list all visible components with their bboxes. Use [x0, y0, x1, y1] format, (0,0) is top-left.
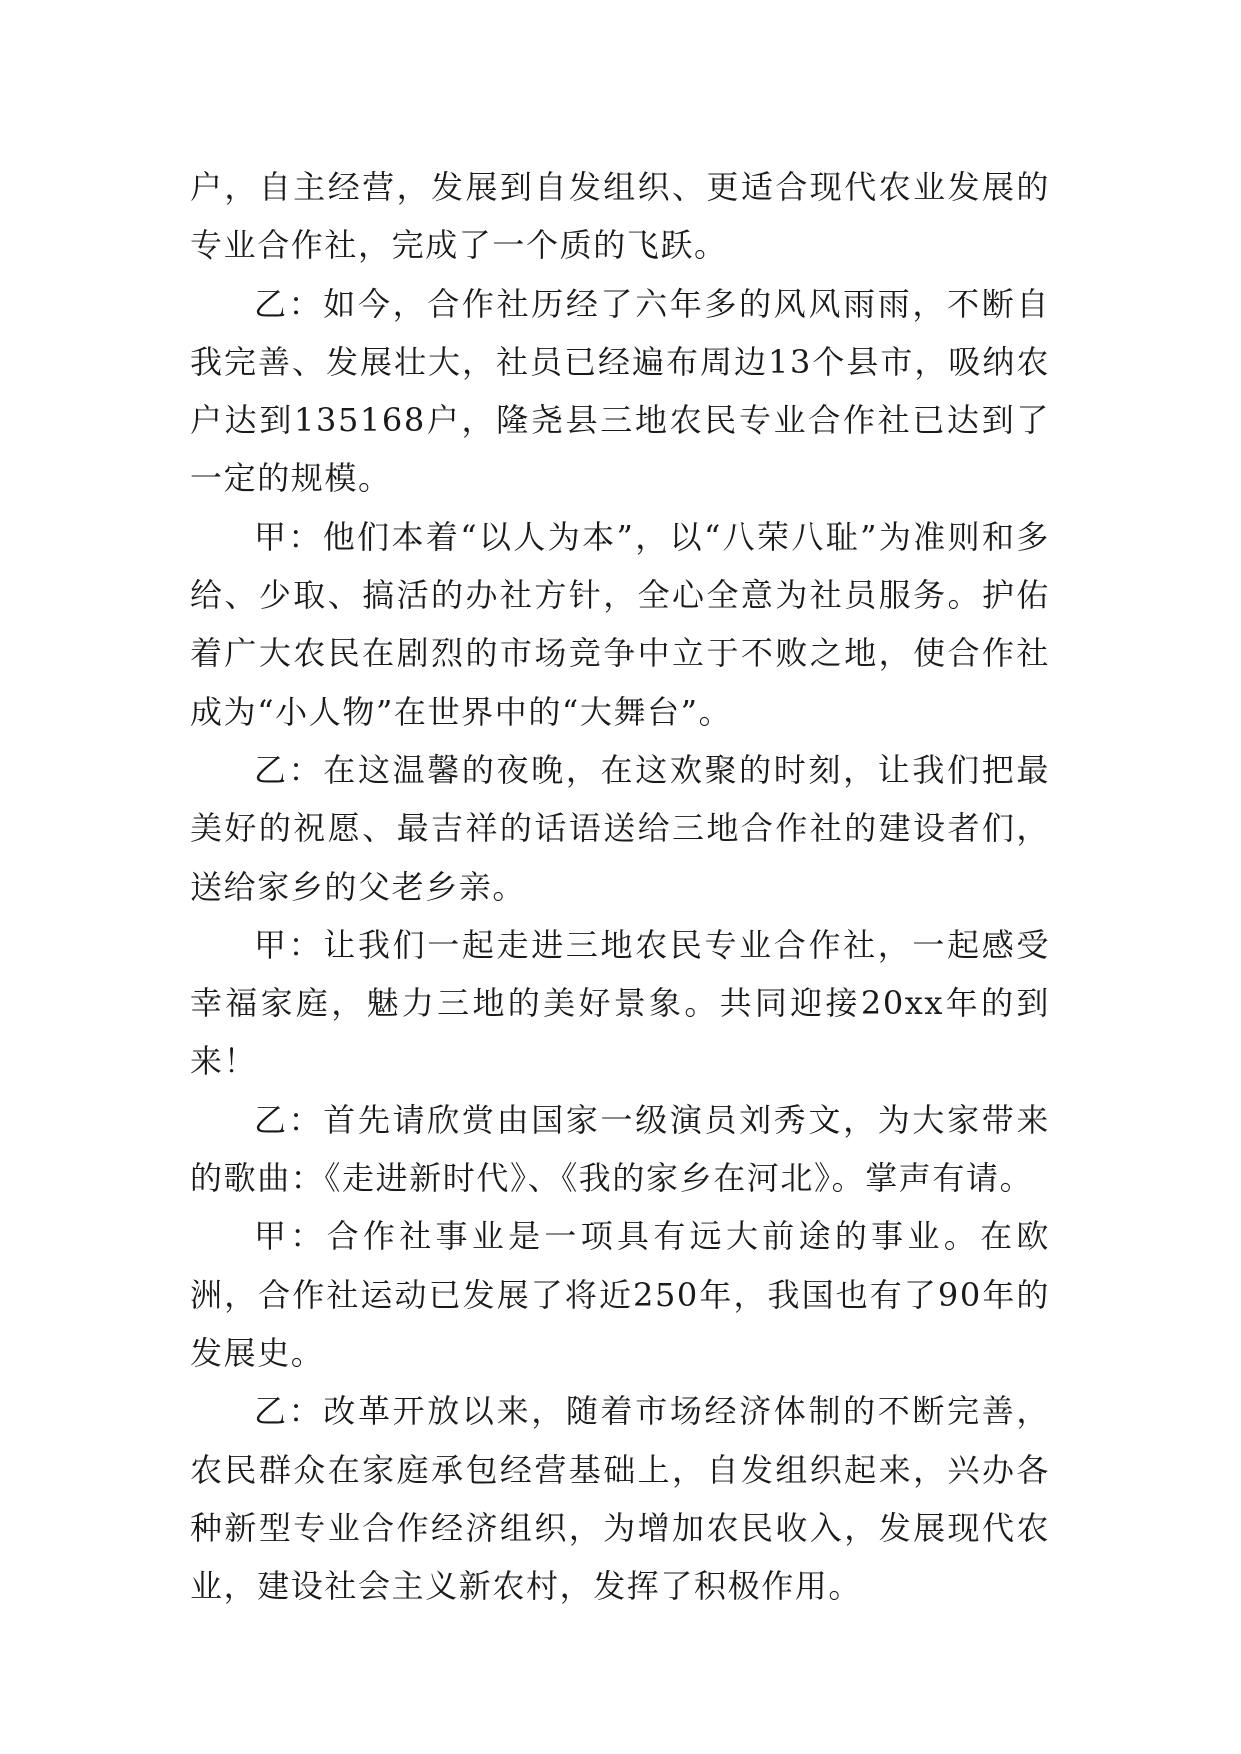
paragraph-yi-1: 乙：如今，合作社历经了六年多的风风雨雨，不断自我完善、发展壮大，社员已经遍布周边13个县市，吸纳农户达到135168户，隆尧县三地农民专业合作社已达到了一定的规模。 — [190, 284, 1050, 498]
paragraph-yi-4: 乙：改革开放以来，随着市场经济体制的不断完善，农民群众在家庭承包经营基础上，自发组织起来，兴办各种新型专业合作经济组织，为增加农民收入，发展现代农业，建设社会主义新农村，发挥了积极作用。 — [190, 1392, 1050, 1606]
paragraph-jia-2: 甲：让我们一起走进三地农民专业合作社，一起感受幸福家庭，魅力三地的美好景象。共同迎接20xx年的到来！ — [190, 925, 1050, 1081]
paragraph-jia-3: 甲：合作社事业是一项具有远大前途的事业。在欧洲，合作社运动已发展了将近250年，我国也有了90年的发展史。 — [190, 1217, 1050, 1372]
paragraph-yi-2: 乙：在这温馨的夜晚，在这欢聚的时刻，让我们把最美好的祝愿、最吉祥的话语送给三地合作社的建设者们，送给家乡的父老乡亲。 — [190, 750, 1050, 906]
paragraph-yi-3: 乙：首先请欣赏由国家一级演员刘秀文，为大家带来的歌曲：《走进新时代》、《我的家乡在河北》。掌声有请。 — [190, 1100, 1050, 1198]
document-body — [190, 158, 1050, 1615]
paragraph-continued: 户，自主经营，发展到自发组织、更适合现代农业发展的专业合作社，完成了一个质的飞跃。 — [190, 168, 1050, 265]
paragraph-jia-1: 甲：他们本着“以人为本”，以“八荣八耻”为准则和多给、少取、搞活的办社方针，全心全意为社员服务。护佑着广大农民在剧烈的市场竞争中立于不败之地，使合作社成为“小人物”在世界中的“大舞台”。 — [190, 517, 1050, 731]
